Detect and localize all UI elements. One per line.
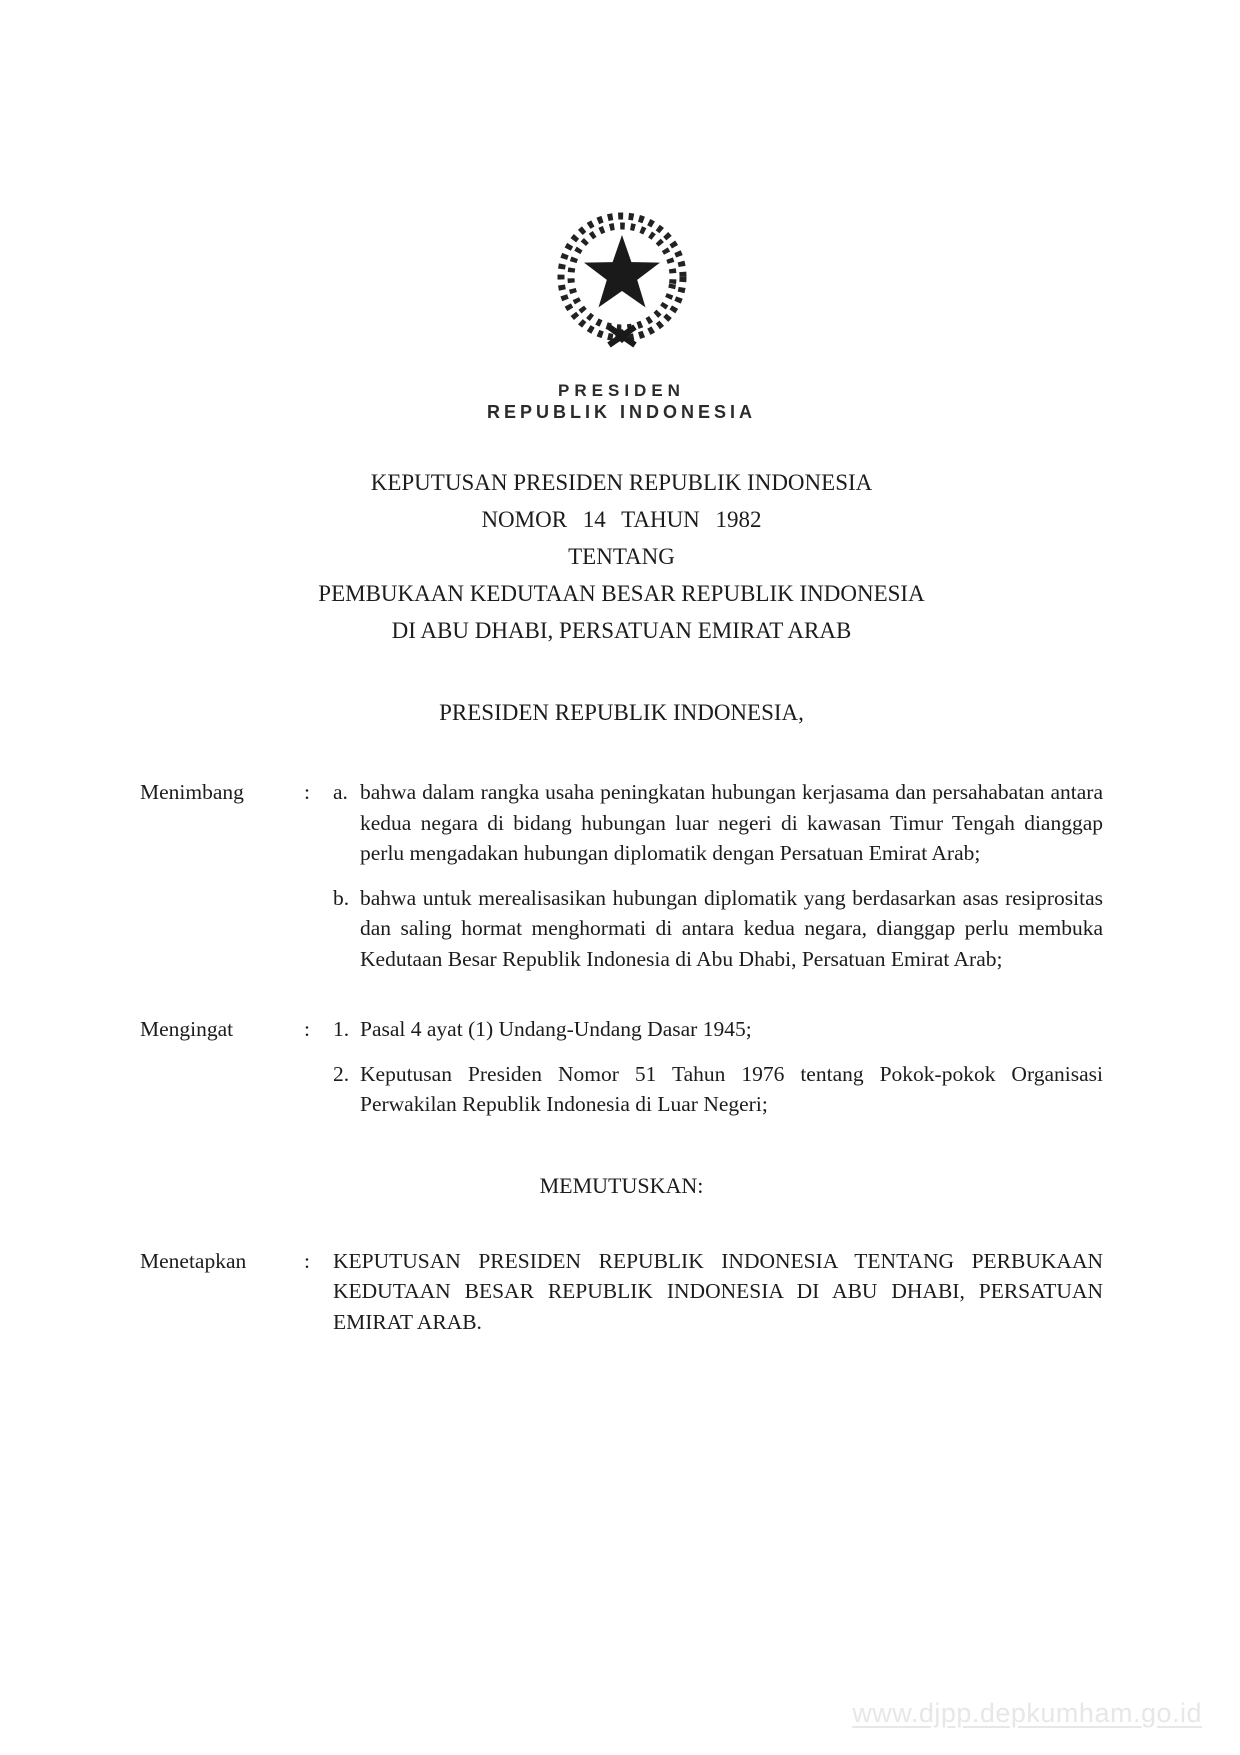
menimbang-colon: :	[304, 780, 310, 804]
watermark-url: www.djpp.depkumham.go.id	[852, 1698, 1202, 1728]
mengingat-item-1-text: Pasal 4 ayat (1) Undang-Undang Dasar 1945;	[360, 1017, 752, 1041]
preamble-heading: PRESIDEN REPUBLIK INDONESIA,	[439, 700, 804, 725]
decree-subject-line1: PEMBUKAAN KEDUTAAN BESAR REPUBLIK INDONESIA	[318, 581, 925, 606]
decree-title: KEPUTUSAN PRESIDEN REPUBLIK INDONESIA	[370, 470, 873, 495]
letterhead-presiden: PRESIDEN	[558, 381, 685, 400]
decree-title-block	[140, 464, 1103, 649]
star-wreath-emblem-icon	[547, 205, 697, 355]
letterhead-republik-indonesia: REPUBLIK INDONESIA	[486, 402, 756, 422]
memutuskan-heading: MEMUTUSKAN:	[539, 1172, 704, 1198]
mengingat-item-2-marker: 2.	[333, 1061, 350, 1086]
decree-tentang: TENTANG	[568, 544, 675, 569]
spacer-cell	[140, 1059, 304, 1120]
mengingat-item-2-text: Keputusan Presiden Nomor 51 Tahun 1976 tentang Pokok-pokok Organisasi Perwakilan Republik Indonesia di Luar Negeri;	[360, 1061, 1103, 1116]
menimbang-item-a-text: bahwa dalam rangka usaha peningkatan hubungan kerjasama dan persahabatan antara kedua negara di bidang hubungan luar negeri di kawasan Timur Tengah dianggap perlu mengadakan hubungan diplomatik dengan Persatuan Emirat Arab;	[360, 780, 1103, 865]
section-menetapkan	[140, 1246, 1103, 1338]
menetapkan-label: Menetapkan	[140, 1248, 247, 1273]
menimbang-label: Menimbang	[140, 780, 244, 804]
spacer-cell	[140, 883, 304, 975]
mengingat-item-1-marker: 1.	[333, 1017, 350, 1041]
mengingat-colon: :	[304, 1017, 310, 1041]
menetapkan-text: KEPUTUSAN PRESIDEN REPUBLIK INDONESIA TENTANG PERBUKAAN KEDUTAAN BESAR REPUBLIK INDONESIA DI ABU DHABI, PERSATUAN EMIRAT ARAB.	[333, 1248, 1103, 1334]
item-gap	[140, 1045, 1103, 1059]
spacer-cell	[304, 883, 333, 975]
mengingat-label: Mengingat	[140, 1017, 234, 1041]
menimbang-item-b-marker: b.	[333, 885, 350, 910]
letterhead-emblem	[140, 205, 1103, 355]
spacer-cell	[304, 1059, 333, 1120]
decree-number: NOMOR 14 TAHUN 1982	[481, 507, 762, 532]
menetapkan-colon: :	[304, 1248, 310, 1273]
decree-subject-line2: DI ABU DHABI, PERSATUAN EMIRAT ARAB	[391, 618, 852, 643]
item-gap	[140, 869, 1103, 883]
menimbang-item-a-marker: a.	[333, 780, 348, 804]
menimbang-item-b-text: bahwa untuk merealisasikan hubungan diplomatik yang berdasarkan asas resiprositas dan saling hormat menghormati di antara kedua negara, dianggap perlu membuka Kedutaan Besar Republik Indonesia di Abu Dhabi, Persatuan Emirat Arab;	[360, 885, 1103, 971]
section-mengingat	[140, 1014, 1103, 1120]
section-menimbang	[140, 777, 1103, 974]
